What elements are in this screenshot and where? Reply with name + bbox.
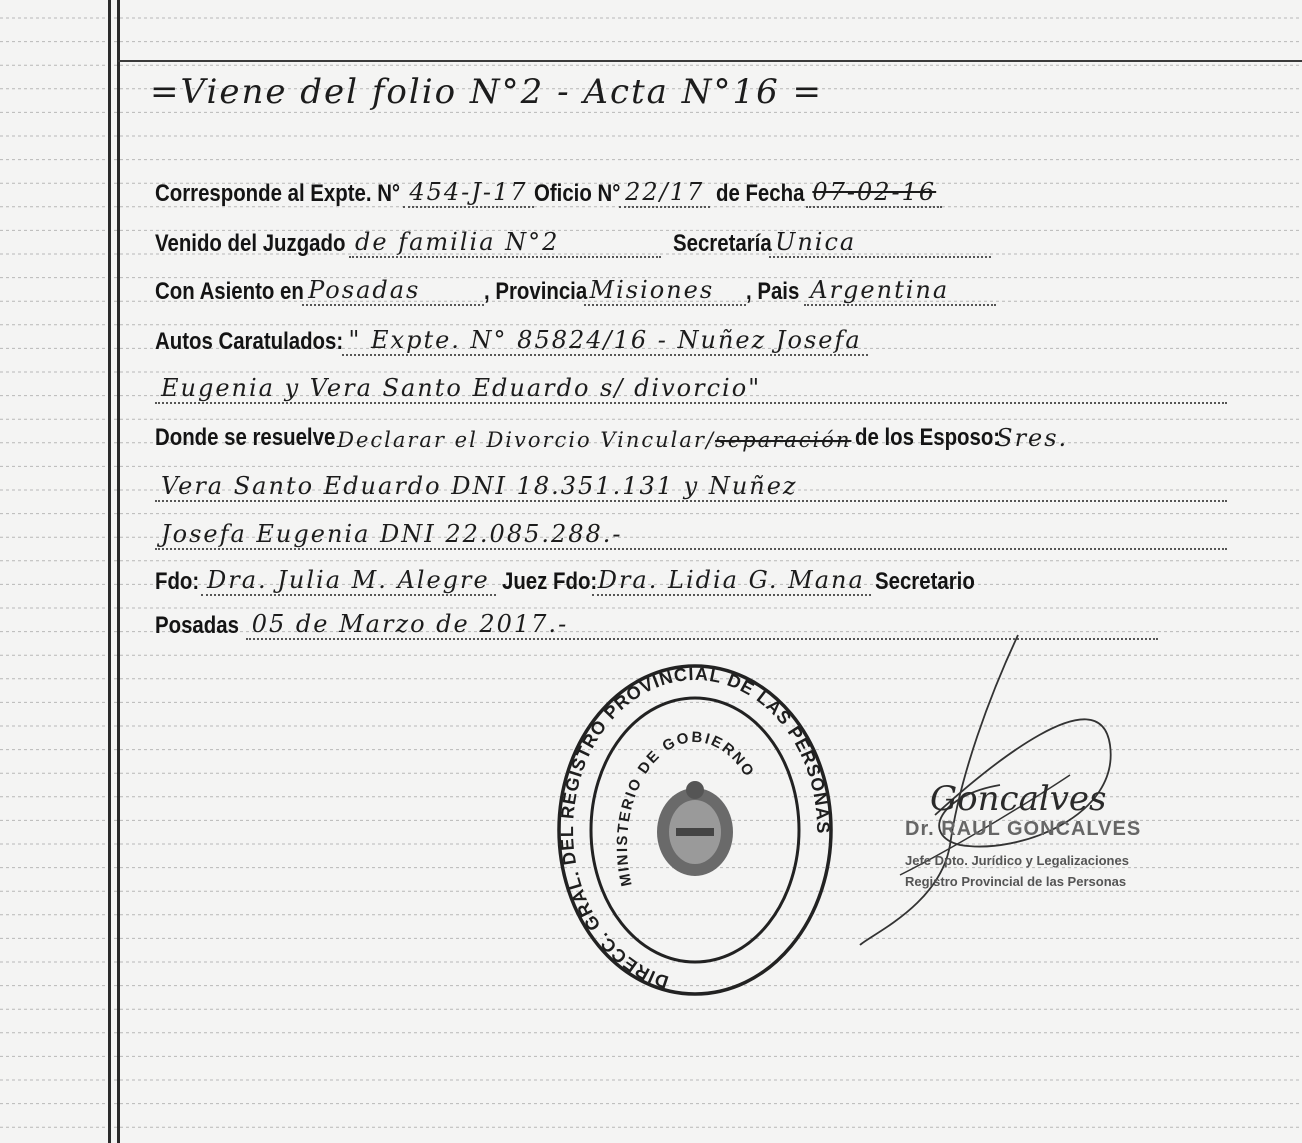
secretaria-label: Secretaría	[673, 230, 772, 257]
top-rule	[118, 60, 1302, 62]
asiento-value: Posadas	[302, 276, 484, 306]
row-autos-cont	[155, 364, 1232, 404]
fecha-label: de Fecha	[716, 180, 805, 207]
juzgado-value: de familia N°2	[349, 228, 661, 258]
esposos-line-1: Vera Santo Eduardo DNI 18.351.131 y Nuñez	[155, 472, 1227, 502]
secretaria-value: Unica	[769, 228, 991, 258]
expte-value: 454-J-17	[403, 178, 533, 208]
donde-value: Declarar el Divorcio Vincular/	[337, 428, 716, 452]
posadas-value: 05 de Marzo de 2017.-	[246, 610, 1158, 640]
row-esposos-2	[155, 510, 1232, 550]
autos-value-1: " Expte. N° 85824/16 - Nuñez Josefa	[342, 326, 867, 356]
fdo-label: Fdo:	[155, 568, 200, 595]
venido-label: Venido del Juzgado	[155, 230, 346, 257]
oficio-value: 22/17	[619, 178, 710, 208]
autos-value-2: Eugenia y Vera Santo Eduardo s/ divorcio"	[155, 374, 1227, 404]
header-note: =Viene del folio N°2 - Acta N°16 =	[150, 72, 824, 112]
row-autos	[155, 316, 1232, 356]
coat-of-arms-icon	[657, 781, 733, 876]
official-seal	[556, 662, 834, 998]
oficio-label: Oficio N°	[533, 180, 620, 207]
posadas-label: Posadas	[155, 612, 239, 639]
provincia-value: Misiones	[584, 276, 746, 306]
signer-title-1: Jefe Dpto. Jurídico y Legalizaciones	[905, 853, 1129, 868]
row-firmas	[155, 556, 1232, 596]
signer-block	[905, 818, 1205, 889]
seal-inner-text: MINISTERIO DE GOBIERNO	[613, 728, 758, 888]
row-juzgado	[155, 218, 1232, 258]
row-donde	[155, 412, 1232, 452]
fdo-secretario-value: Dra. Lidia G. Mana	[592, 566, 871, 596]
juez-label: Juez Fdo:	[501, 568, 597, 595]
margin-line-right	[117, 0, 120, 1143]
margin-line-left	[108, 0, 111, 1143]
signer-name: Dr. RAUL GONCALVES	[905, 818, 1142, 840]
fdo-juez-value: Dra. Julia M. Alegre	[201, 566, 496, 596]
esposos-line-2: Josefa Eugenia DNI 22.085.288.-	[155, 520, 1227, 550]
signature	[840, 615, 1140, 955]
signer-title-2: Registro Provincial de las Personas	[905, 874, 1127, 889]
separacion-struck: separación	[715, 428, 852, 452]
fecha-value: 07-02-16	[806, 178, 942, 208]
row-esposos-1	[155, 462, 1232, 502]
pais-value: Argentina	[804, 276, 996, 306]
seal-outer-text: DIRECC. GRAL. DEL REGISTRO PROVINCIAL DE LAS PERSONAS	[557, 663, 834, 993]
row-asiento	[155, 266, 1232, 306]
esposos-label: de los Esposo:	[855, 424, 1001, 451]
signature-text: Goncalves	[930, 779, 1107, 819]
secretario-label: Secretario	[874, 568, 975, 595]
donde-label: Donde se resuelve	[155, 424, 336, 451]
row-expediente	[155, 168, 1232, 208]
asiento-label: Con Asiento en	[155, 278, 304, 305]
provincia-label: , Provincia	[484, 278, 588, 305]
autos-label: Autos Caratulados:	[155, 328, 344, 355]
pais-label: , Pais	[745, 278, 799, 305]
corresponde-label: Corresponde al Expte. N°	[155, 180, 401, 207]
esposos-value: Sres.	[996, 424, 1069, 452]
